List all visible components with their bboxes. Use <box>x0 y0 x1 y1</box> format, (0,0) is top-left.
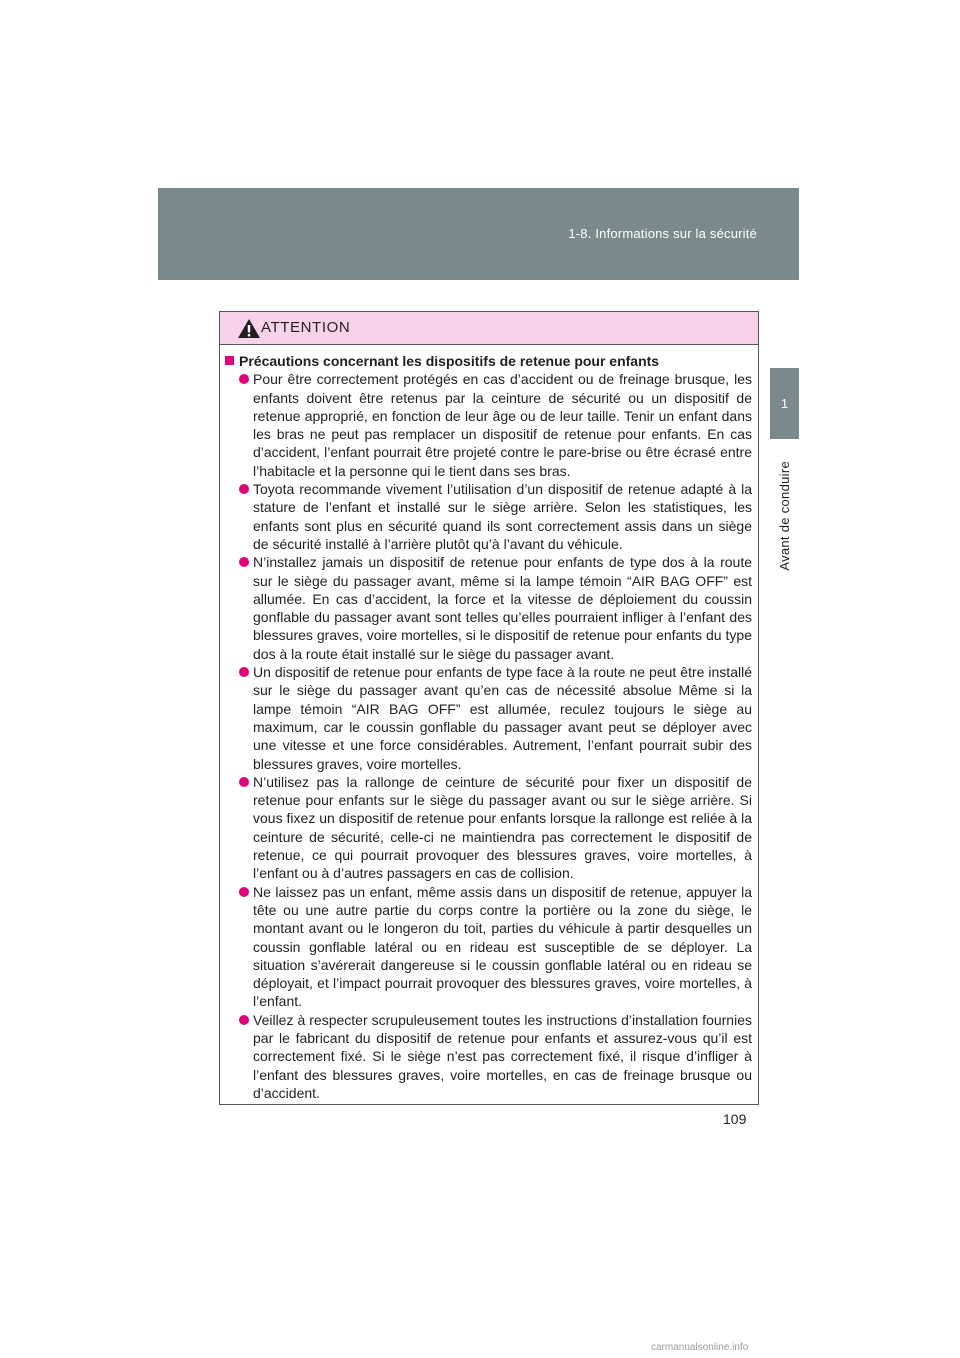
warning-section-heading <box>225 352 752 370</box>
warning-box <box>219 311 759 1105</box>
list-item: Toyota recommande vivement l’utilisation d’un dispositif de retenue adapté à la stature de l’enfant et installé sur le siège arrière. Selon les statistiques, les enfants sont plus en sécurité quand ils sont correctement assis dans un siège de sécurité installé à l’arrière plutôt qu’à l’avant du véhicule. <box>225 480 752 553</box>
chapter-label-container <box>770 446 799 586</box>
bullet-dot-icon <box>239 557 249 567</box>
section-title: 1-8. Informations sur la sécurité <box>568 226 757 241</box>
list-item: Ne laissez pas un enfant, même assis dans un dispositif de retenue, appuyer la tête ou une autre partie du corps contre la portière ou la zone du siège, le montant avant ou le longeron du toit, parties du véhicule à partir desquelles un coussin gonflable latéral ou en rideau est susceptible de se déployer. La situation s’avérerait dangereuse si le coussin gonflable latéral ou en rideau se déployait, et l’impact pourrait provoquer des blessures graves, voire mortelles, à l’enfant. <box>225 883 752 1011</box>
list-item: Veillez à respecter scrupuleusement toutes les instructions d’installation fournies par le fabricant du dispositif de retenue pour enfants et assurez-vous qu’il est correctement fixé. Si le siège n’est pas correctement fixé, il risque d’infliger à l’enfant des blessures graves, voire mortelles, en cas de freinage brusque ou d’accident. <box>225 1011 752 1102</box>
header-band <box>158 188 799 280</box>
chapter-label: Avant de conduire <box>777 461 792 571</box>
warning-header <box>220 312 758 345</box>
warning-title: ATTENTION <box>261 319 351 336</box>
warning-triangle-icon <box>237 318 261 339</box>
chapter-tab: 1 <box>770 368 799 439</box>
watermark: carmanualsonline.info <box>651 1342 749 1353</box>
bullet-dot-icon <box>239 777 249 787</box>
bullet-dot-icon <box>239 1015 249 1025</box>
list-item: N’utilisez pas la rallonge de ceinture de sécurité pour fixer un dispositif de retenue pour enfants sur le siège du passager avant ou sur le siège arrière. Si vous fixez un dispositif de retenue pour enfants lorsque la rallonge est reliée à la ceinture de sécurité, celle-ci ne maintiendra pas correctement le dispositif de retenue, ce qui pourrait provoquer des blessures graves, voire mortelles, à l’enfant ou à d’autres passagers en cas de collision. <box>225 773 752 883</box>
list-item: N’installez jamais un dispositif de retenue pour enfants de type dos à la route sur le siège du passager avant, même si la lampe témoin “AIR BAG OFF” est allumée. En cas d’accident, la force et la vitesse de déploiement du coussin gonflable du passager avant sont telles qu’elles pourraient infliger à l’enfant des blessures graves, voire mortelles, si le dispositif de retenue pour enfants du type dos à la route était installé sur le siège du passager avant. <box>225 553 752 663</box>
list-item: Un dispositif de retenue pour enfants de type face à la route ne peut être installé sur le siège du passager avant qu’en cas de nécessité absolue Même si la lampe témoin “AIR BAG OFF” est allumée, reculez toujours le siège au maximum, car le coussin gonflable du passager avant peut se déployer avec une vitesse et une force considérables. Autrement, l’enfant pourrait subir des blessures graves, voire mortelles. <box>225 663 752 773</box>
square-bullet-icon <box>225 356 234 365</box>
bullet-dot-icon <box>239 374 249 384</box>
warning-section-title-text: Précautions concernant les dispositifs de retenue pour enfants <box>239 353 660 369</box>
list-item: Pour être correctement protégés en cas d’accident ou de freinage brusque, les enfants doivent être retenus par la ceinture de sécurité ou un dispositif de retenue approprié, en fonction de leur âge ou de leur taille. Tenir un enfant dans les bras ne peut pas remplacer un dispositif de retenue pour enfants. En cas d’accident, l’enfant pourrait être projeté contre le pare-brise ou être écrasé entre l’habitacle et la personne qui le tient dans ses bras. <box>225 370 752 480</box>
bullet-dot-icon <box>239 484 249 494</box>
bullet-dot-icon <box>239 887 249 897</box>
bullet-dot-icon <box>239 667 249 677</box>
page-number: 109 <box>723 1111 747 1127</box>
warning-body <box>220 345 758 1102</box>
